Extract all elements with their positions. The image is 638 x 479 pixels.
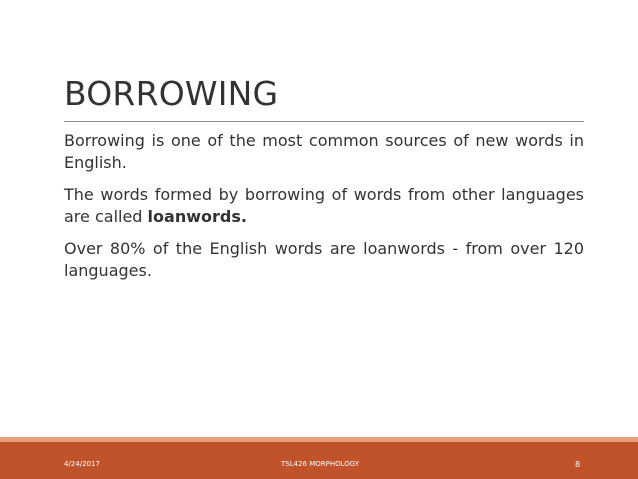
- footer-bar: [0, 442, 638, 479]
- footer-page-number: 8: [575, 460, 581, 469]
- slide-title: BORROWING: [64, 74, 279, 113]
- paragraph-borrowing-sources: Borrowing is one of the most common sources of new words in English.: [64, 131, 584, 172]
- footer-date: 4/24/2017: [64, 460, 100, 468]
- slide-body: [64, 130, 584, 292]
- loanwords-term: loanwords.: [147, 207, 247, 226]
- footer-course: TSL426 MORPHOLOGY: [281, 460, 360, 468]
- paragraph-loanwords-definition: [64, 184, 584, 228]
- paragraph-loanwords-statistics: Over 80% of the English words are loanwords - from over 120 languages.: [64, 239, 584, 280]
- title-divider: [64, 121, 584, 122]
- paragraph-loanwords-text: The words formed by borrowing of words from other languages are called: [64, 185, 584, 226]
